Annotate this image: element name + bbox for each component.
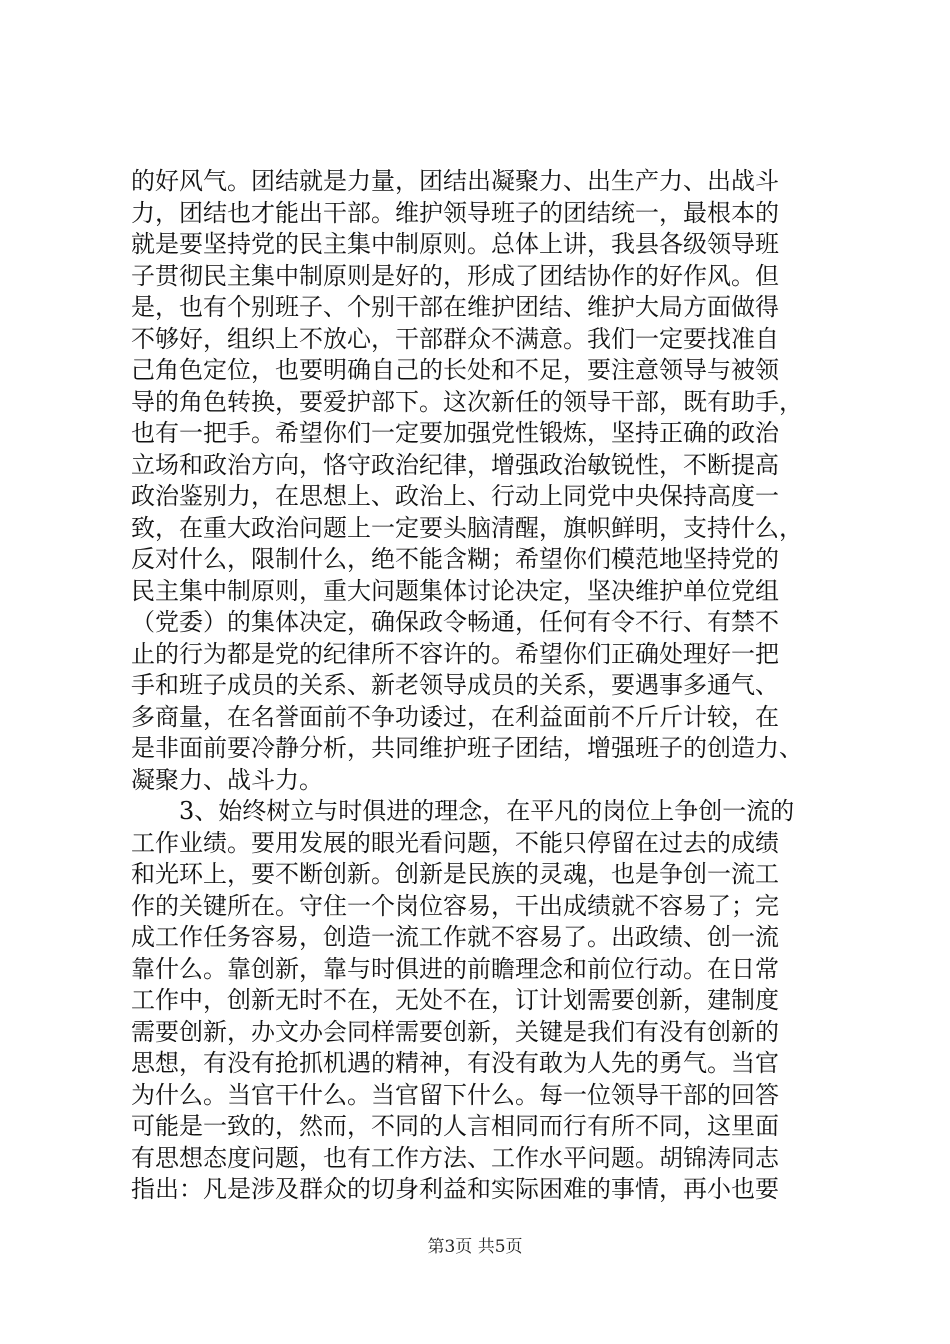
text-line: 致，在重大政治问题上一定要头脑清醒，旗帜鲜明，支持什么，: [131, 513, 803, 542]
text-line: 有思想态度问题，也有工作方法、工作水平问题。胡锦涛同志: [131, 1143, 779, 1172]
text-line: 反对什么，限制什么，绝不能含糊；希望你们模范地坚持党的: [131, 545, 779, 573]
text-line: 靠什么。靠创新，靠与时俱进的前瞻理念和前位行动。在日常: [131, 954, 779, 983]
text-line: 成工作任务容易，创造一流工作就不容易了。出政绩、创一流: [131, 923, 779, 951]
text-line: 工作中，创新无时不在，无处不在，订计划需要创新，建制度: [131, 986, 779, 1014]
text-line: 也有一把手。希望你们一定要加强党性锻炼，坚持正确的政治: [131, 419, 779, 447]
page-number-footer: 第3页 共5页: [427, 1237, 523, 1257]
text-line: 己角色定位，也要明确自己的长处和不足，要注意领导与被领: [131, 356, 779, 384]
text-line: 民主集中制原则，重大问题集体讨论决定，坚决维护单位党组: [131, 576, 779, 605]
text-line: 需要创新，办文办会同样需要创新，关键是我们有没有创新的: [131, 1017, 779, 1046]
text-line: 凝聚力、战斗力。: [131, 765, 323, 794]
text-line: 手和班子成员的关系、新老领导成员的关系，要遇事多通气、: [131, 671, 779, 699]
text-line: 是非面前要冷静分析，共同维护班子团结，增强班子的创造力、: [131, 734, 803, 762]
text-line: 思想，有没有抢抓机遇的精神，有没有敢为人先的勇气。当官: [131, 1049, 779, 1077]
text-line: 的好风气。团结就是力量，团结出凝聚力、出生产力、出战斗: [131, 167, 779, 195]
text-line: （党委）的集体决定，确保政令畅通，任何有令不行、有禁不: [131, 608, 779, 636]
text-line: 指出：凡是涉及群众的切身利益和实际困难的事情，再小也要: [131, 1175, 779, 1203]
text-line: 工作业绩。要用发展的眼光看问题，不能只停留在过去的成绩: [131, 828, 779, 857]
text-line: 立场和政治方向，恪守政治纪律，增强政治敏锐性，不断提高: [131, 450, 779, 479]
text-line: 和光环上，要不断创新。创新是民族的灵魂，也是争创一流工: [131, 860, 779, 888]
text-line: 可能是一致的，然而，不同的人言相同而行有所不同，这里面: [131, 1112, 779, 1140]
paragraph-start-line: 3、始终树立与时俱进的理念，在平凡的岗位上争创一流的: [179, 797, 795, 825]
text-line: 不够好，组织上不放心，干部群众不满意。我们一定要找准自: [131, 324, 779, 353]
text-line: 就是要坚持党的民主集中制原则。总体上讲，我县各级领导班: [131, 230, 779, 258]
text-line: 是，也有个别班子、个别干部在维护团结、维护大局方面做得: [131, 293, 779, 321]
text-line: 导的角色转换，要爱护部下。这次新任的领导干部，既有助手，: [131, 387, 803, 416]
text-line: 政治鉴别力，在思想上、政治上、行动上同党中央保持高度一: [131, 482, 779, 510]
text-line: 作的关键所在。守住一个岗位容易，干出成绩就不容易了；完: [131, 891, 779, 920]
text-line: 止的行为都是党的纪律所不容许的。希望你们正确处理好一把: [131, 639, 779, 668]
text-line: 力，团结也才能出干部。维护领导班子的团结统一，最根本的: [131, 198, 779, 227]
text-line: 多商量，在名誉面前不争功诿过，在利益面前不斤斤计较，在: [131, 702, 779, 731]
document-body: [131, 166, 831, 1206]
text-line: 子贯彻民主集中制原则是好的，形成了团结协作的好作风。但: [131, 261, 779, 290]
text-line: 为什么。当官干什么。当官留下什么。每一位领导干部的回答: [131, 1080, 779, 1109]
